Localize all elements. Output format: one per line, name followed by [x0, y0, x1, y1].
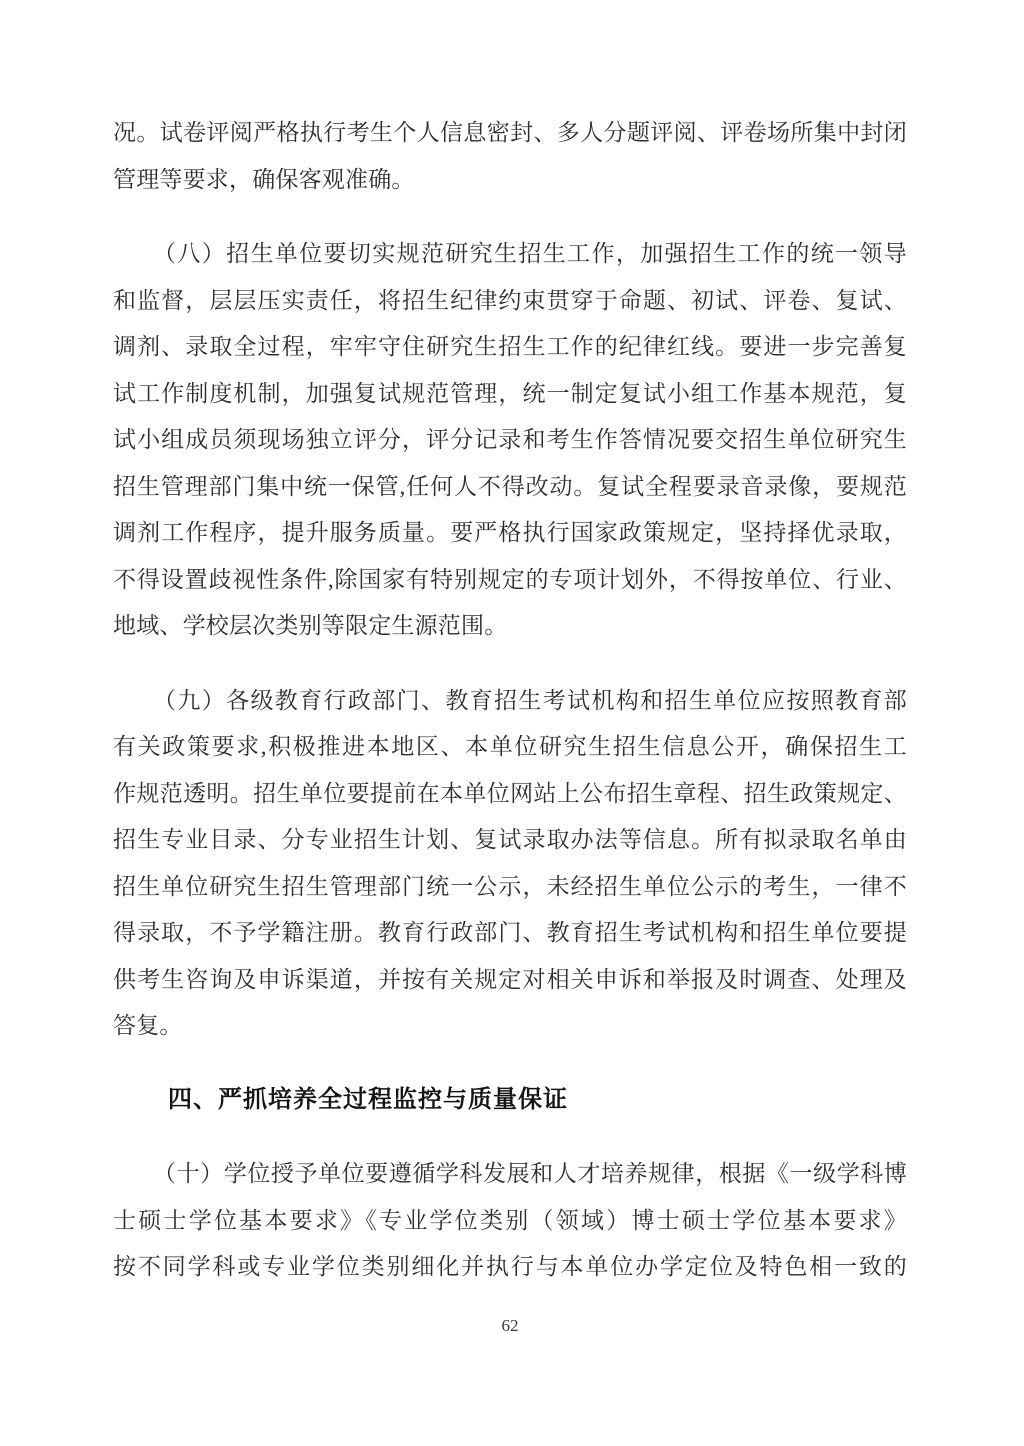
text-line: 有关政策要求,积极推进本地区、本单位研究生招生信息公开，确保招生工 [113, 734, 907, 759]
text-line: 招生专业目录、分专业招生计划、复试录取办法等信息。所有拟录取名单由 [113, 827, 907, 852]
text-line: 试工作制度机制，加强复试规范管理，统一制定复试小组工作基本规范，复 [113, 380, 907, 406]
text-line: 地域、学校层次类别等限定生源范围。 [113, 613, 508, 638]
text-line: 按不同学科或专业学位类别细化并执行与本单位办学定位及特色相一致的 [113, 1254, 907, 1279]
text-line: （九）各级教育行政部门、教育招生考试机构和招生单位应按照教育部 [153, 687, 907, 713]
text-line: （八）招生单位要切实规范研究生招生工作，加强招生工作的统一领导 [153, 241, 907, 266]
paragraph [113, 1151, 907, 1291]
text-line: 得录取，不予学籍注册。教育行政部门、教育招生考试机构和招生单位要提 [113, 920, 907, 945]
text-line: 答复。 [113, 1013, 183, 1038]
text-line: 作规范透明。招生单位要提前在本单位网站上公布招生章程、招生政策规定、 [113, 780, 907, 806]
text-line: 不得设置歧视性条件,除国家有特别规定的专项计划外，不得按单位、行业、 [113, 566, 907, 592]
paragraph [113, 110, 907, 203]
page-number: 62 [501, 1316, 519, 1335]
text-line: 招生管理部门集中统一保管,任何人不得改动。复试全程要录音录像，要规范 [113, 473, 907, 499]
text-line: 况。试卷评阅严格执行考生个人信息密封、多人分题评阅、评卷场所集中封闭 [113, 120, 907, 145]
text-line: 调剂工作程序，提升服务质量。要严格执行国家政策规定，坚持择优录取， [113, 520, 907, 545]
document-page [113, 110, 907, 1291]
paragraph [113, 678, 907, 1050]
section-heading [113, 1077, 907, 1124]
text-line: 管理等要求，确保客观准确。 [113, 166, 415, 192]
text-line: （十）学位授予单位要遵循学科发展和人才培养规律，根据《一级学科博 [153, 1161, 907, 1186]
text-line: 供考生咨询及申诉渠道，并按有关规定对相关申诉和举报及时调查、处理及 [113, 966, 907, 992]
text-line: 调剂、录取全过程，牢牢守住研究生招生工作的纪律红线。要进一步完善复 [113, 334, 907, 359]
text-line: 士硕士学位基本要求》《专业学位类别（领域）博士硕士学位基本要求》 [113, 1207, 907, 1233]
heading-text-line: 四、严抓培养全过程监控与质量保证 [168, 1086, 568, 1113]
text-line: 和监督，层层压实责任，将招生纪律约束贯穿于命题、初试、评卷、复试、 [113, 287, 907, 313]
paragraph [113, 231, 907, 650]
text-line: 试小组成员须现场独立评分，评分记录和考生作答情况要交招生单位研究生 [113, 427, 907, 452]
text-line: 招生单位研究生招生管理部门统一公示，未经招生单位公示的考生，一律不 [113, 873, 907, 899]
